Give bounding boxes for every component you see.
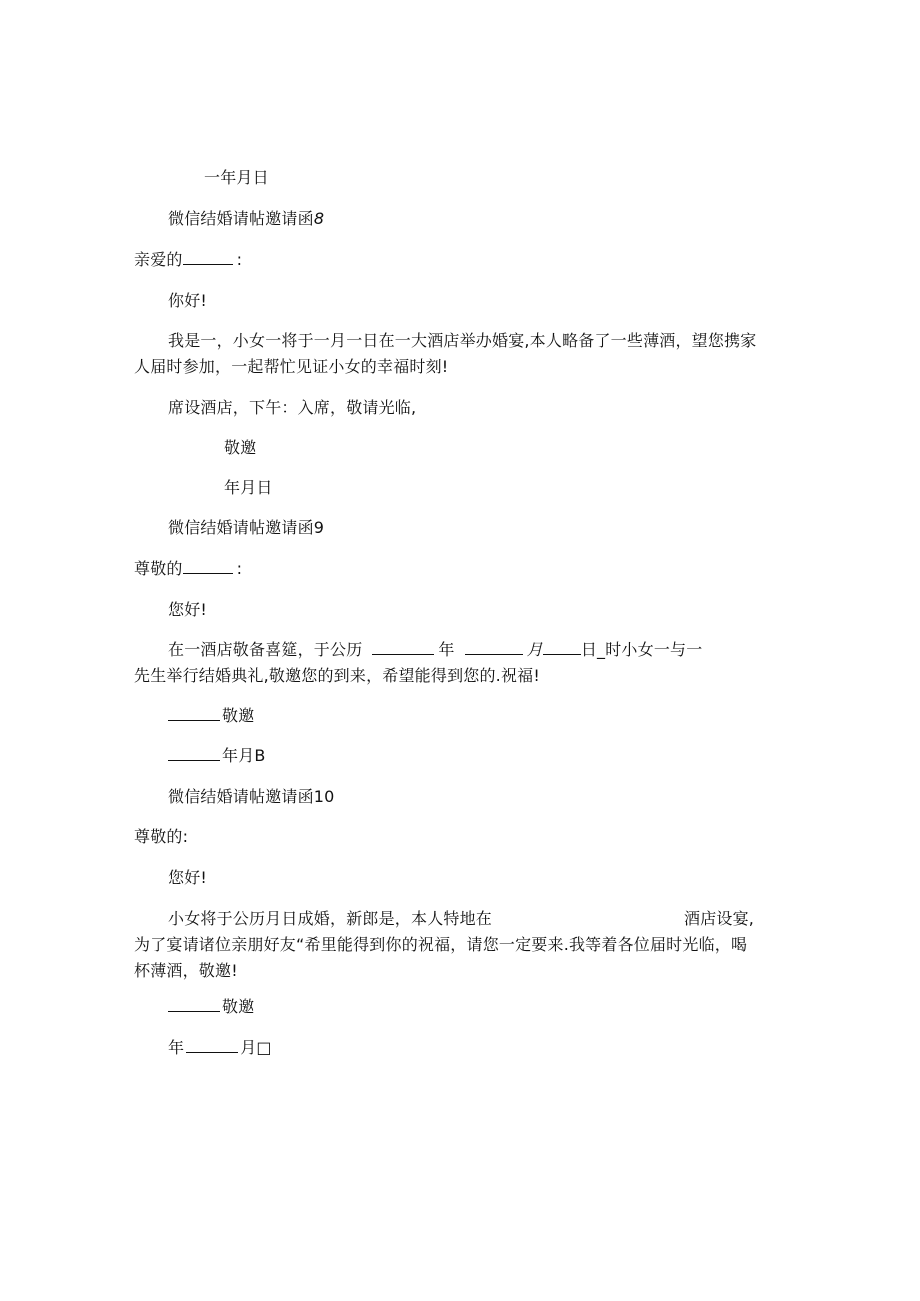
letter10-body-line1b: 酒店设宴,: [684, 909, 755, 928]
letter10-body-line2: 为了宴请诸位亲朋好友“希里能得到你的祝福，请您一定要来.我等着各位届时光临，喝: [134, 935, 748, 954]
letter8-date: 年月日: [224, 478, 273, 497]
date-blank: [168, 746, 220, 761]
letter9-title: 微信结婚请帖邀请函9: [168, 518, 325, 537]
letter9-date: 年月B: [168, 745, 266, 767]
day-blank: [543, 640, 581, 655]
letter10-body-line1a: 小女将于公历月日成婚，新郎是，本人特地在: [168, 909, 493, 928]
letter8-venue: 席设酒店，下午：入席，敬请光临,: [168, 398, 417, 417]
year-blank: [372, 640, 434, 655]
letter8-body-line1: 我是一，小女一将于一月一日在一大酒店举办婚宴,本人略备了一些薄酒，望您携家: [168, 331, 757, 350]
salutation-blank: [183, 250, 233, 265]
letter10-body-line3: 杯薄酒，敬邀!: [134, 961, 238, 980]
letter8-salutation: 亲爱的 :: [134, 250, 243, 269]
letter10-sign: 敬邀: [168, 996, 254, 1018]
letter10-title: 微信结婚请帖邀请函10: [168, 787, 335, 806]
sign-blank: [168, 706, 220, 721]
letter8-sign: 敬邀: [224, 438, 257, 457]
letter8-title-number: 8: [313, 209, 325, 228]
salutation-blank: [183, 559, 233, 574]
letter10-greeting: 您好!: [168, 868, 208, 887]
date-top: 一年月日: [204, 168, 269, 187]
month-blank: [186, 1038, 238, 1053]
letter9-body-line1: 在一酒店敬备喜筵，于公历 年 月 日_时小女一与一: [168, 640, 703, 659]
letter8-body-line2: 人届时参加，一起帮忙见证小女的幸福时刻!: [134, 357, 449, 376]
letter8-greeting: 你好!: [168, 291, 208, 310]
sign-blank: [168, 997, 220, 1012]
letter10-salutation: 尊敬的:: [134, 827, 189, 846]
letter9-body-line2: 先生举行结婚典礼,敬邀您的到来，希望能得到您的.祝福!: [134, 666, 540, 685]
letter9-sign: 敬邀: [168, 705, 254, 727]
letter10-date: 年 月□: [168, 1038, 272, 1057]
letter9-salutation: 尊敬的 :: [134, 559, 243, 578]
letter8-title: 微信结婚请帖邀请函8: [168, 209, 325, 228]
month-blank: [465, 640, 523, 655]
letter9-greeting: 您好!: [168, 600, 208, 619]
